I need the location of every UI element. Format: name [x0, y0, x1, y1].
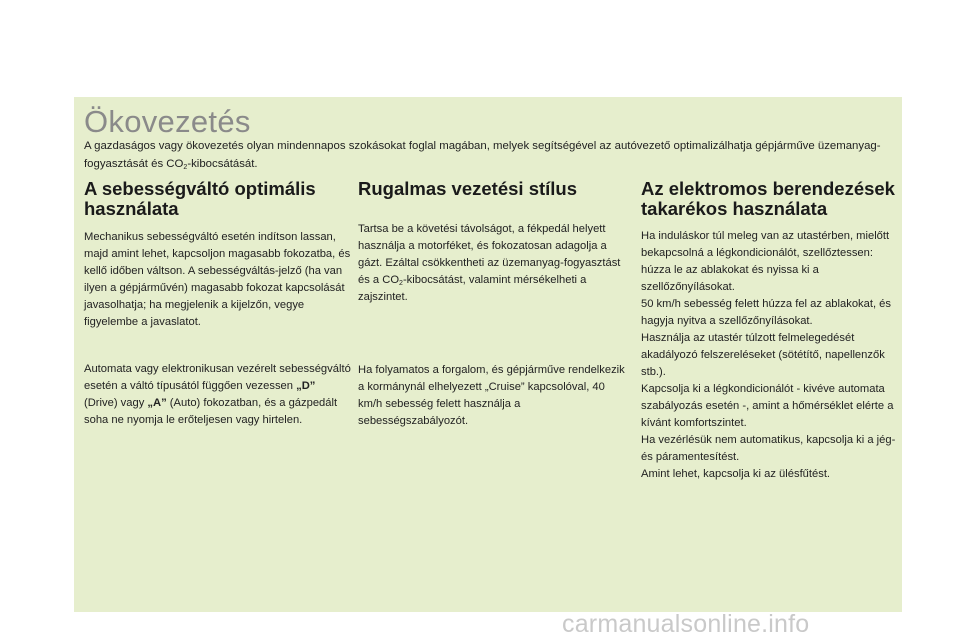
gear-d-label: „D” [296, 380, 316, 392]
intro-text-end: -kibocsátását. [187, 157, 258, 170]
watermark-text: carmanualsonline.info [562, 610, 810, 638]
electrical-tip: 50 km/h sebesség felett húzza fel az ablakokat, és hagyja nyitva a szellőzőnyílásokat. [641, 298, 891, 327]
intro-paragraph [84, 138, 894, 173]
driving-style-text-1: Tartsa be a követési távolságot, a fékpedál helyett használja a motorféket, és fokozatosan adagolja a gázt. Ezáltal csökkentheti az üzemanyag-fogyasztást és a CO [358, 223, 621, 286]
section-gearbox-heading: A sebességváltó optimális használata [84, 178, 316, 219]
intro-text-start: A gazdaságos vagy ökovezetés olyan mindennapos szokásokat foglal magában, melyek segítségével az autóvezető optimalizálhatja gépjárműve üzemanyag-fogyasztását és CO [84, 140, 881, 170]
electrical-tip: Amint lehet, kapcsolja ki az ülésfűtést. [641, 468, 831, 480]
electrical-tip: Használja az utastér túlzott felmelegedését akadályozó felszereléseket (sötétítő, napellenzők stb.). [641, 332, 885, 378]
section-driving-style-heading: Rugalmas vezetési stílus [358, 178, 578, 199]
electrical-tips [641, 228, 899, 483]
section-driving-style [358, 175, 626, 430]
driving-style-subscript: 2 [399, 280, 403, 287]
driving-style-text-2: -kibocsátást, valamint mérsékelheti a zajszintet. [358, 274, 587, 303]
electrical-tip: Kapcsolja ki a légkondicionálót - kivéve automata szabályozás esetén -, amint a hőmérséklet elérte a kívánt komfortszintet. [641, 383, 894, 429]
electrical-tip: Ha induláskor túl meleg van az utastérben, mielőtt bekapcsolná a légkondicionálót, szellőztessen: húzza le az ablakokat és nyissa ki a szellőzőnyílásokat. [641, 230, 890, 293]
gearbox-manual-paragraph: Mechanikus sebességváltó esetén indítson lassan, majd amint lehet, kapcsoljon magasabb fokozatba, és kellő időben váltson. A sebességváltás-jelző (ha van ilyen a gépjárművén) magasabb fokozat kapcsolását javasolhatja; ha megjelenik a kijelzőn, vegye figyelembe a javaslatot. [84, 231, 351, 328]
electrical-tip: Ha vezérlésük nem automatikus, kapcsolja ki a jég- és páramentesítést. [641, 434, 896, 463]
intro-subscript: 2 [183, 163, 188, 171]
gearbox-auto-text-1: Automata vagy elektronikusan vezérelt sebességváltó esetén a váltó típusától függően vezessen [84, 363, 351, 392]
section-gearbox [84, 175, 352, 429]
gearbox-auto-text-2: (Drive) vagy [84, 397, 148, 409]
section-electrical [641, 175, 899, 483]
page-title: Ökovezetés [84, 104, 251, 139]
gearbox-auto-text-3: (Auto) fokozatban, és a gázpedált soha ne nyomja le erőteljesen vagy hirtelen. [84, 397, 338, 426]
gearbox-automatic-paragraph [84, 361, 352, 429]
cruise-paragraph: Ha folyamatos a forgalom, és gépjárműve rendelkezik a kormánynál elhelyezett „Cruise” kapcsolóval, 40 km/h sebesség felett használja a sebességszabályozót. [358, 364, 625, 427]
section-electrical-heading: Az elektromos berendezések takarékos használata [641, 178, 895, 219]
driving-style-paragraph [358, 221, 626, 306]
gear-a-label: „A” [147, 397, 167, 409]
